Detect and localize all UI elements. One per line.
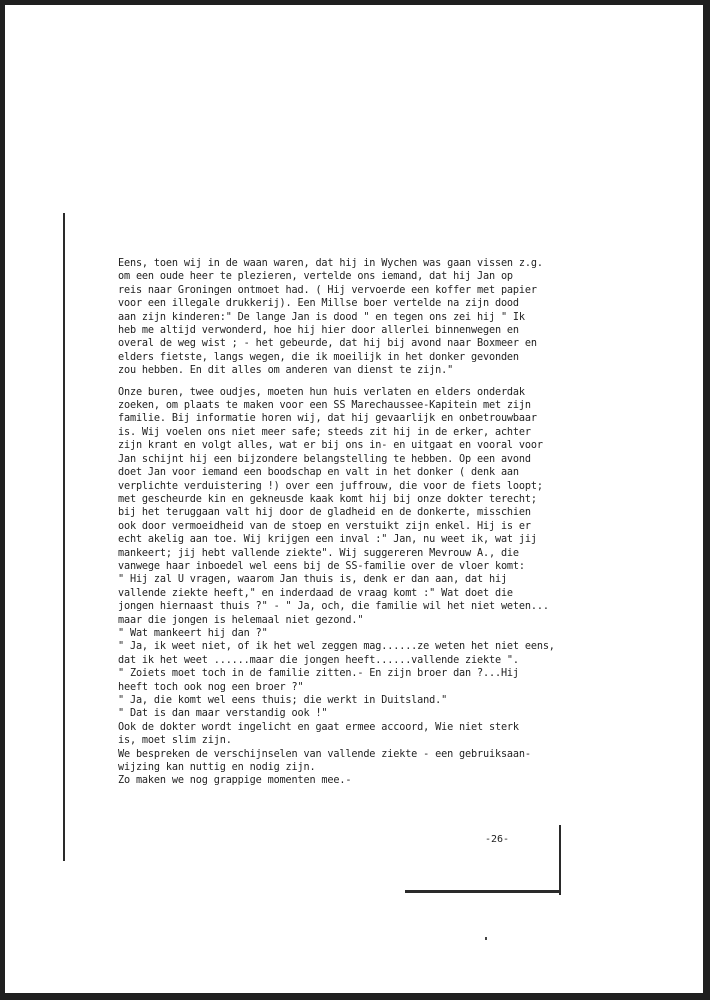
text-line: dat ik het weet ......maar die jongen heeft......vallende ziekte ".: [118, 654, 519, 666]
text-line: met gescheurde kin en gekneusde kaak komt hij bij onze dokter terecht;: [118, 493, 537, 505]
text-line: voor een illegale drukkerij). Een Millse boer vertelde na zijn dood: [118, 298, 519, 310]
right-corner-rule: [559, 825, 561, 895]
text-line: Eens, toen wij in de waan waren, dat hij in Wychen was gaan vissen z.g.: [118, 258, 543, 269]
text-line: " Dat is dan maar verstandig ook !": [118, 708, 328, 720]
text-line: is, moet slim zijn.: [118, 735, 232, 747]
text-line: " Zoiets moet toch in de familie zitten.- En zijn broer dan ?...Hij: [118, 668, 519, 680]
text-line: heeft toch ook nog een broer ?": [118, 681, 304, 693]
text-line: familie. Bij informatie horen wij, dat hij gevaarlijk en onbetrouwbaar: [118, 413, 537, 425]
text-line: maar die jongen is helemaal niet gezond.": [118, 614, 364, 626]
text-line: heb me altijd verwonderd, hoe hij hier door allerlei binnenwegen en: [118, 325, 519, 337]
text-line: wijzing kan nuttig en nodig zijn.: [118, 762, 316, 774]
text-line: overal de weg wist ; - het gebeurde, dat hij bij avond naar Boxmeer en: [118, 338, 537, 350]
ink-speck: [485, 937, 487, 940]
text-line: mankeert; jij hebt vallende ziekte". Wij suggereren Mevrouw A., die: [118, 547, 519, 559]
text-line: Ook de dokter wordt ingelicht en gaat ermee accoord, Wie niet sterk: [118, 721, 519, 733]
left-margin-rule: [63, 213, 65, 861]
text-line: " Wat mankeert hij dan ?": [118, 627, 268, 639]
page-sheet: [5, 5, 703, 993]
text-line: Jan schijnt hij een bijzondere belangstelling te hebben. Op een avond: [118, 453, 531, 465]
text-line: We bespreken de verschijnselen van vallende ziekte - een gebruiksaan-: [118, 748, 531, 760]
paragraph-1: [118, 257, 548, 378]
text-line: doet Jan voor iemand een boodschap en valt in het donker ( denk aan: [118, 467, 519, 479]
text-line: " Hij zal U vragen, waarom Jan thuis is, denk er dan aan, dat hij: [118, 574, 507, 586]
text-line: jongen hiernaast thuis ?" - " Ja, och, die familie wil het niet weten...: [118, 601, 549, 613]
text-line: zijn krant en volgt alles, wat er bij ons in- en uitgaat en vooral voor: [118, 440, 543, 452]
text-line: aan zijn kinderen:" De lange Jan is dood " en tegen ons zei hij " Ik: [118, 311, 525, 323]
text-line: " Ja, die komt wel eens thuis; die werkt in Duitsland.": [118, 695, 448, 706]
text-line: Onze buren, twee oudjes, moeten hun huis verlaten en elders onderdak: [118, 386, 525, 398]
text-line: " Ja, ik weet niet, of ik het wel zeggen mag......ze weten het niet eens,: [118, 641, 555, 653]
text-line: Zo maken we nog grappige momenten mee.-: [118, 775, 352, 787]
text-line: is. Wij voelen ons niet meer safe; steeds zit hij in de erker, achter: [118, 426, 531, 438]
text-line: vanwege haar inboedel wel eens bij de SS-familie over de vloer komt:: [118, 560, 525, 572]
paragraph-2: [118, 386, 555, 788]
text-line: ook door vermoeidheid van de stoep en verstuikt zijn enkel. Hij is er: [118, 520, 531, 532]
text-line: vallende ziekte heeft," en inderdaad de vraag komt :" Wat doet die: [118, 587, 513, 599]
page-number: -26-: [485, 834, 510, 845]
text-line: elders fietste, langs wegen, die ik moeilijk in het donker gevonden: [118, 351, 519, 363]
bottom-corner-rule: [405, 890, 561, 893]
text-line: om een oude heer te plezieren, vertelde ons iemand, dat hij Jan op: [118, 271, 513, 283]
text-line: zoeken, om plaats te maken voor een SS Marechaussee-Kapitein met zijn: [118, 400, 531, 412]
text-line: reis naar Groningen ontmoet had. ( Hij vervoerde een koffer met papier: [118, 284, 537, 296]
text-line: bij het teruggaan valt hij door de gladheid en de donkerte, misschien: [118, 507, 531, 519]
typed-text-block: [118, 257, 555, 788]
text-line: verplichte verduistering !) over een juffrouw, die voor de fiets loopt;: [118, 480, 543, 492]
text-line: echt akelig aan toe. Wij krijgen een inval :" Jan, nu weet ik, wat jij: [118, 534, 537, 546]
text-line: zou hebben. En dit alles om anderen van dienst te zijn.": [118, 365, 454, 377]
